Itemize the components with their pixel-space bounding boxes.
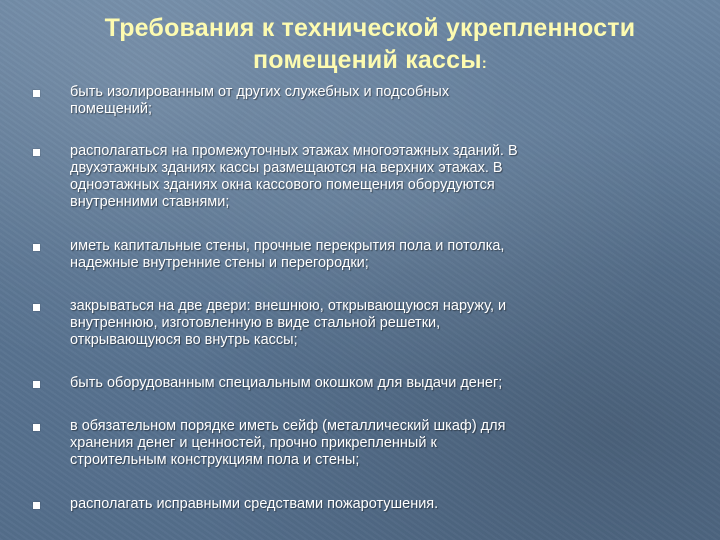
list-item-line: строительным конструкциям пола и стены; bbox=[70, 452, 360, 468]
list-item-line: помещений; bbox=[70, 101, 153, 117]
list-item-text bbox=[70, 496, 690, 513]
list-item-text bbox=[70, 84, 690, 118]
square-bullet-icon bbox=[33, 424, 40, 431]
list-item-text bbox=[70, 418, 690, 469]
list-item-line: в обязательном порядке иметь сейф (металлический шкаф) для bbox=[70, 418, 506, 434]
list-item-line: одноэтажных зданиях окна кассового помещения оборудуются bbox=[70, 177, 495, 193]
square-bullet-icon bbox=[33, 149, 40, 156]
square-bullet-icon bbox=[33, 244, 40, 251]
list-item-text bbox=[70, 238, 690, 272]
list-item-line: хранения денег и ценностей, прочно прикрепленный к bbox=[70, 435, 437, 451]
list-item-line: открывающуюся во внутрь кассы; bbox=[70, 332, 298, 348]
list-item-line: внутреннюю, изготовленную в виде стальной решетки, bbox=[70, 315, 441, 331]
title-line-2-text: помещений кассы bbox=[253, 46, 482, 74]
list-item-line: располагаться на промежуточных этажах многоэтажных зданий. В bbox=[70, 143, 518, 159]
title-colon: : bbox=[481, 55, 487, 72]
list-item-text bbox=[70, 375, 690, 392]
list-item-line: располагать исправными средствами пожаротушения. bbox=[70, 496, 439, 512]
square-bullet-icon bbox=[33, 502, 40, 509]
title-line-1: Требования к технической укрепленности bbox=[104, 14, 636, 42]
square-bullet-icon bbox=[33, 304, 40, 311]
list-item-line: закрываться на две двери: внешнюю, открывающуюся наружу, и bbox=[70, 298, 507, 314]
list-item-text bbox=[70, 143, 690, 211]
list-item-line: двухэтажных зданиях кассы размещаются на верхних этажах. В bbox=[70, 160, 503, 176]
list-item-line: быть изолированным от других служебных и подсобных bbox=[70, 84, 450, 100]
list-item-line: внутренними ставнями; bbox=[70, 194, 230, 210]
list-item-line: иметь капитальные стены, прочные перекрытия пола и потолка, bbox=[70, 238, 505, 254]
list-item-text bbox=[70, 298, 690, 349]
list-item-line: быть оборудованным специальным окошком для выдачи денег; bbox=[70, 375, 503, 391]
square-bullet-icon bbox=[33, 381, 40, 388]
list-item-line: надежные внутренние стены и перегородки; bbox=[70, 255, 369, 271]
square-bullet-icon bbox=[33, 90, 40, 97]
